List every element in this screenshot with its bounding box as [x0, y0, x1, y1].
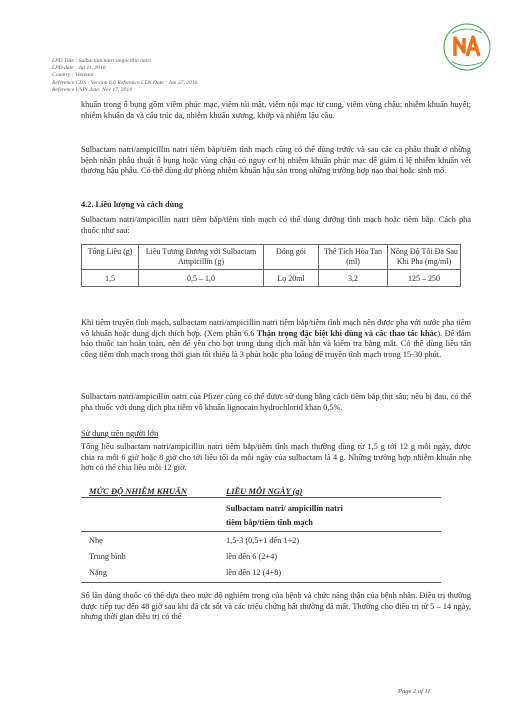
table-header-severity: MỨC ĐỘ NHIỄM KHUẨN: [89, 486, 187, 496]
meta-line: LPD Title : Sulbactam natri/ampicillin natri: [52, 58, 151, 64]
table-divider: [81, 582, 441, 583]
table-cell: 3,2: [319, 270, 388, 287]
document-metadata: [52, 58, 197, 94]
table-cell: Lọ 20ml: [264, 270, 319, 287]
paragraph-iv-infusion: [81, 318, 471, 361]
paragraph-im-injection: Sulbactam natri/ampicillin natri của Pfizer cũng có thể được sử dụng bằng cách tiêm bắp thịt sâu; nếu bị đau, có thể pha thuốc với dung dịch pha tiêm vô khuẩn lignocain hydrochlorid khan 0,5%.: [81, 392, 471, 412]
table-header-cell: Đóng gói: [264, 245, 319, 270]
table-row: [82, 270, 461, 287]
table-header-row: [82, 245, 461, 270]
para4-text-a: Khi tiêm truyền tĩnh mạch, sulbactam natri/ampicillin natri tiêm bắp/tiêm tĩnh mạch nên được pha với nước pha tiêm vô khuẩn hoặc dung dịch thích hợp. (Xem phần 6.6: [81, 318, 471, 338]
paragraph-indications-cont: khuẩn trong ổ bụng gồm viêm phúc mạc, viêm túi mật, viêm nội mạc tử cung, viêm vùng chậu; nhiễm khuẩn huyết; nhiễm khuẩn da và cấu trúc da, nhiễm khuẩn xương, khớp và nhiễm lậu cầu.: [81, 100, 471, 120]
severity-cell: Nhẹ: [89, 536, 103, 545]
subheading-adults: Sử dụng trên người lớn: [81, 429, 159, 438]
table-header-cell: Tổng Liều (g): [82, 245, 139, 270]
paragraph-administration: Sulbactam natri/ampicillin natri tiêm bắp/tiêm tĩnh mạch có thể dùng đường tĩnh mạch hoặc tiêm bắp. Cách pha thuốc như sau:: [81, 215, 471, 235]
paragraph-prophylaxis: Sulbactam natri/ampicillin natri tiêm bắp/tiêm tĩnh mạch cũng có thể dùng trước và sau các ca phẫu thuật ở những bệnh nhân phẫu thuật ổ bụng hoặc vùng chậu có nguy cơ bị nhiễm khuẩn phúc mạc để giảm tỉ lệ nhiễm khuẩn vết thương hậu phẫu. Có thể dùng dự phòng nhiễm khuẩn hậu sản trong những trường hợp nạo thai hoặc sinh mổ.: [81, 145, 471, 176]
table-cell: 0,5 – 1,0: [139, 270, 264, 287]
section-heading-dosage: 4.2. Liều lượng và cách dùng: [81, 200, 184, 209]
meta-line: Reference USPI date: Nov 17, 2014: [52, 86, 132, 93]
table-divider: [81, 531, 441, 532]
dose-cell: lên đến 12 (4+8): [226, 568, 282, 577]
paragraph-duration: Số lần dùng thuốc có thể dựa theo mức độ nghiêm trọng của bệnh và chức năng thận của bệnh nhân. Điều trị thường được tiếp tục đến 48 giờ sau khi đã cắt sốt và các triệu chứng bất thường đã mất. Thường cho điều trị từ 5 – 14 ngày, nhưng thời gian điều trị có thể: [81, 591, 471, 622]
para4-bold-ref: Thận trọng đặc biệt khi dùng và các thao tác khác: [256, 328, 438, 338]
pharmacy-logo: [442, 22, 492, 72]
para4-text-b: ). Để đảm bảo thuốc tan hoàn toàn, nên để yên cho bọt trong dung dịch mất hẳn và kiểm tra bằng mắt. Có thể dùng liều tấn công tiêm tĩnh mạch trong thời gian tối thiểu là 3 phút hoặc pha loãng để truyền tĩnh mạch trong 15-30 phút.: [81, 328, 471, 360]
table-subheader: tiêm bắp/tiêm tĩnh mạch: [226, 518, 313, 527]
page-number: Page 2 of 11: [398, 688, 431, 695]
severity-cell: Nặng: [89, 568, 107, 577]
table-cell: 1,5: [82, 270, 139, 287]
meta-line: LPD date : Jul 11, 2016: [52, 65, 106, 72]
table-header-cell: Liều Tương Đương với Sulbactam Ampicillin (g): [139, 245, 264, 270]
paragraph-adult-dose: Tổng liều sulbactam natri/ampicillin natri tiêm bắp/tiêm tĩnh mạch thường dùng từ 1,5 g tới 12 g mỗi ngày, được chia ra mỗi 6 giờ hoặc 8 giờ cho tới liều tối đa mỗi ngày của sulbactam là 4 g. Những trường hợp nhiễm khuẩn nhẹ hơn có thể chia liều mỗi 12 giờ.: [81, 442, 471, 473]
table-header-cell: Nồng Độ Tối Đa Sau Khi Pha (mg/ml): [388, 245, 461, 270]
meta-line: Reference CDS : Version 6.0 Reference CDS Date : Jun 27, 2016: [52, 79, 198, 86]
reconstitution-table: [81, 244, 461, 287]
dose-cell: lên đến 6 (2+4): [226, 552, 277, 561]
table-header-cell: Thể Tích Hòa Tan (ml): [319, 245, 388, 270]
dose-cell: 1,5-3 (0,5+1 đến 1+2): [226, 536, 300, 545]
table-header-dose: LIỀU MỖI NGÀY (g): [226, 486, 303, 496]
table-divider: [81, 497, 441, 498]
meta-line: Country : Vietnam: [52, 72, 94, 79]
severity-cell: Trung bình: [89, 552, 126, 561]
table-subheader: Sulbactam natri/ ampicillin natri: [226, 504, 343, 513]
table-cell: 125 – 250: [388, 270, 461, 287]
